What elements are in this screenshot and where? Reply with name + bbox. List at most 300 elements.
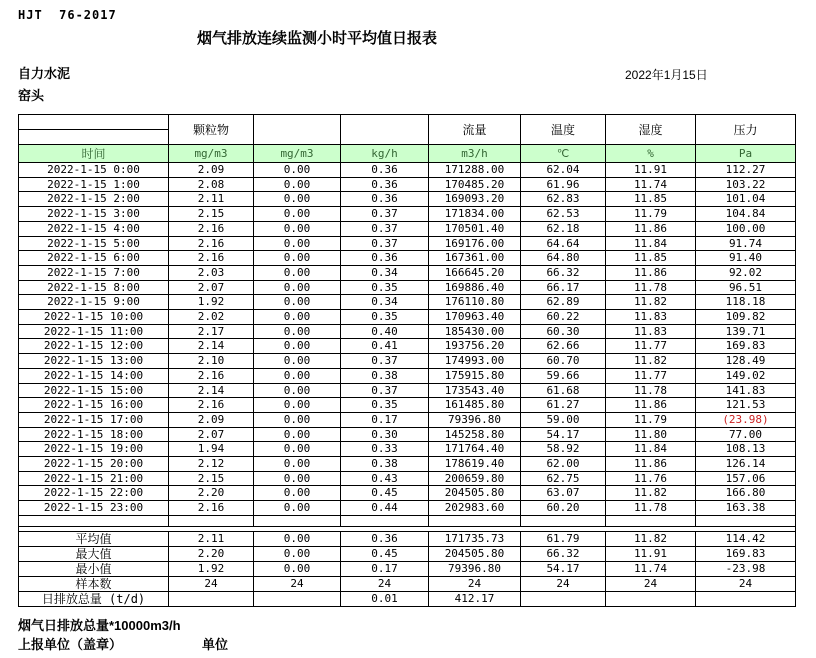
value-cell: 204505.80 — [429, 486, 521, 501]
value-cell: 0.00 — [254, 471, 341, 486]
report-table — [18, 114, 796, 607]
summary-value-cell: 412.17 — [429, 591, 521, 606]
value-cell: 0.37 — [341, 383, 429, 398]
value-cell: 185430.00 — [429, 324, 521, 339]
value-cell: 118.18 — [696, 295, 796, 310]
summary-row — [19, 561, 796, 576]
summary-value-cell: 0.17 — [341, 561, 429, 576]
table-row — [19, 324, 796, 339]
summary-value-cell — [606, 591, 696, 606]
value-cell: 0.00 — [254, 442, 341, 457]
value-cell: 169176.00 — [429, 236, 521, 251]
value-cell: 11.82 — [606, 295, 696, 310]
value-cell: 101.04 — [696, 192, 796, 207]
time-cell: 2022-1-15 16:00 — [19, 398, 169, 413]
summary-value-cell: 11.74 — [606, 561, 696, 576]
summary-value-cell: 169.83 — [696, 546, 796, 561]
time-cell: 2022-1-15 7:00 — [19, 265, 169, 280]
value-cell: 2.07 — [169, 427, 254, 442]
value-cell: 112.27 — [696, 163, 796, 178]
value-cell: 0.00 — [254, 412, 341, 427]
value-cell: 63.07 — [521, 486, 606, 501]
value-cell: 61.68 — [521, 383, 606, 398]
value-cell: 62.04 — [521, 163, 606, 178]
value-cell: 0.36 — [341, 177, 429, 192]
value-cell: 0.40 — [341, 324, 429, 339]
table-row — [19, 471, 796, 486]
summary-value-cell: 1.92 — [169, 561, 254, 576]
summary-row — [19, 576, 796, 591]
value-cell: 2.11 — [169, 192, 254, 207]
value-cell: 171834.00 — [429, 207, 521, 222]
value-cell: 141.83 — [696, 383, 796, 398]
value-cell: 178619.40 — [429, 457, 521, 472]
value-cell: 109.82 — [696, 310, 796, 325]
value-cell: 175915.80 — [429, 368, 521, 383]
summary-value-cell: 66.32 — [521, 546, 606, 561]
empty-cell — [341, 515, 429, 526]
value-cell: 0.00 — [254, 163, 341, 178]
value-cell: 11.86 — [606, 265, 696, 280]
value-cell: 193756.20 — [429, 339, 521, 354]
value-cell: 0.37 — [341, 354, 429, 369]
summary-value-cell: 204505.80 — [429, 546, 521, 561]
value-cell: 169886.40 — [429, 280, 521, 295]
value-cell: 11.83 — [606, 310, 696, 325]
value-cell: 0.00 — [254, 236, 341, 251]
summary-value-cell: 2.11 — [169, 531, 254, 546]
value-cell: 0.36 — [341, 192, 429, 207]
summary-value-cell: 0.00 — [254, 546, 341, 561]
summary-label: 日排放总量 (t/d) — [19, 591, 169, 606]
value-cell: 64.64 — [521, 236, 606, 251]
value-cell: 1.94 — [169, 442, 254, 457]
value-cell: 103.22 — [696, 177, 796, 192]
flow-total-note: 烟气日排放总量*10000m3/h — [18, 618, 181, 633]
value-cell: 61.27 — [521, 398, 606, 413]
value-cell: 166645.20 — [429, 265, 521, 280]
value-cell: 0.35 — [341, 280, 429, 295]
value-cell: 0.36 — [341, 251, 429, 266]
value-cell: 2.14 — [169, 383, 254, 398]
value-cell: 54.17 — [521, 427, 606, 442]
value-cell: 0.35 — [341, 398, 429, 413]
value-cell: 2.14 — [169, 339, 254, 354]
value-cell: 91.74 — [696, 236, 796, 251]
group-header-cell: 压力 — [696, 115, 796, 145]
unit-header-cell: kg/h — [341, 145, 429, 163]
value-cell: 11.78 — [606, 280, 696, 295]
value-cell: 11.82 — [606, 354, 696, 369]
value-cell: 0.44 — [341, 501, 429, 516]
summary-label: 最小值 — [19, 561, 169, 576]
value-cell: 2.08 — [169, 177, 254, 192]
table-row — [19, 368, 796, 383]
value-cell: 91.40 — [696, 251, 796, 266]
value-cell: 66.32 — [521, 265, 606, 280]
empty-cell — [429, 515, 521, 526]
value-cell: 11.91 — [606, 163, 696, 178]
summary-value-cell — [696, 591, 796, 606]
table-row — [19, 457, 796, 472]
value-cell: 11.85 — [606, 192, 696, 207]
value-cell: 0.00 — [254, 251, 341, 266]
reporting-unit-label: 上报单位（盖章） — [18, 637, 123, 652]
summary-label: 平均值 — [19, 531, 169, 546]
time-cell: 2022-1-15 19:00 — [19, 442, 169, 457]
time-cell: 2022-1-15 6:00 — [19, 251, 169, 266]
value-cell: 128.49 — [696, 354, 796, 369]
empty-cell — [169, 515, 254, 526]
value-cell: 0.00 — [254, 221, 341, 236]
value-cell: 62.89 — [521, 295, 606, 310]
value-cell: 0.00 — [254, 383, 341, 398]
value-cell: 170485.20 — [429, 177, 521, 192]
summary-value-cell: 24 — [606, 576, 696, 591]
value-cell: 2.17 — [169, 324, 254, 339]
header-split-top — [19, 115, 168, 130]
time-cell: 2022-1-15 18:00 — [19, 427, 169, 442]
value-cell: 0.00 — [254, 324, 341, 339]
value-cell: 104.84 — [696, 207, 796, 222]
summary-value-cell: 11.91 — [606, 546, 696, 561]
value-cell: 2.15 — [169, 207, 254, 222]
value-cell: 11.85 — [606, 251, 696, 266]
value-cell: 92.02 — [696, 265, 796, 280]
time-cell: 2022-1-15 1:00 — [19, 177, 169, 192]
group-header-cell: 温度 — [521, 115, 606, 145]
value-cell: 0.00 — [254, 354, 341, 369]
value-cell: 2.16 — [169, 236, 254, 251]
value-cell: 161485.80 — [429, 398, 521, 413]
unit-header-cell: m3/h — [429, 145, 521, 163]
value-cell: 58.92 — [521, 442, 606, 457]
value-cell: 11.86 — [606, 221, 696, 236]
value-cell: 126.14 — [696, 457, 796, 472]
value-cell: 100.00 — [696, 221, 796, 236]
time-cell: 2022-1-15 23:00 — [19, 501, 169, 516]
time-cell: 2022-1-15 20:00 — [19, 457, 169, 472]
value-cell: 200659.80 — [429, 471, 521, 486]
table-row — [19, 163, 796, 178]
value-cell: 2.16 — [169, 398, 254, 413]
table-row — [19, 442, 796, 457]
value-cell: 0.00 — [254, 339, 341, 354]
value-cell: 62.75 — [521, 471, 606, 486]
value-cell: 171288.00 — [429, 163, 521, 178]
value-cell: 0.37 — [341, 221, 429, 236]
summary-value-cell — [521, 591, 606, 606]
value-cell: 60.20 — [521, 501, 606, 516]
table-row — [19, 383, 796, 398]
value-cell: 0.38 — [341, 368, 429, 383]
table-row — [19, 177, 796, 192]
time-cell: 2022-1-15 5:00 — [19, 236, 169, 251]
report-date: 2022年1月15日 — [625, 68, 708, 82]
summary-row — [19, 531, 796, 546]
time-cell: 2022-1-15 8:00 — [19, 280, 169, 295]
value-cell: 170963.40 — [429, 310, 521, 325]
time-cell: 2022-1-15 12:00 — [19, 339, 169, 354]
value-cell: 2.02 — [169, 310, 254, 325]
value-cell: 2.16 — [169, 501, 254, 516]
value-cell: 2.16 — [169, 221, 254, 236]
unit-label: 单位 — [202, 637, 229, 652]
value-cell: 64.80 — [521, 251, 606, 266]
value-cell: 0.38 — [341, 457, 429, 472]
summary-value-cell: 24 — [521, 576, 606, 591]
value-cell: 2.07 — [169, 280, 254, 295]
value-cell: 176110.80 — [429, 295, 521, 310]
value-cell: 0.34 — [341, 295, 429, 310]
value-cell: 0.00 — [254, 295, 341, 310]
value-cell: 62.53 — [521, 207, 606, 222]
time-cell: 2022-1-15 17:00 — [19, 412, 169, 427]
summary-value-cell: 24 — [696, 576, 796, 591]
summary-value-cell: 171735.73 — [429, 531, 521, 546]
value-cell: 62.00 — [521, 457, 606, 472]
summary-value-cell: 54.17 — [521, 561, 606, 576]
empty-cell — [521, 515, 606, 526]
summary-value-cell: 114.42 — [696, 531, 796, 546]
value-cell: 11.78 — [606, 501, 696, 516]
company-name: 自力水泥 — [18, 66, 71, 81]
unit-header-row — [19, 145, 796, 163]
value-cell: 60.70 — [521, 354, 606, 369]
value-cell: 139.71 — [696, 324, 796, 339]
value-cell: 59.00 — [521, 412, 606, 427]
value-cell: 66.17 — [521, 280, 606, 295]
group-header-cell: 湿度 — [606, 115, 696, 145]
time-cell: 2022-1-15 3:00 — [19, 207, 169, 222]
table-row — [19, 280, 796, 295]
value-cell: 202983.60 — [429, 501, 521, 516]
value-cell: 2.16 — [169, 251, 254, 266]
value-cell: 0.00 — [254, 207, 341, 222]
summary-value-cell: 24 — [254, 576, 341, 591]
value-cell: 2.15 — [169, 471, 254, 486]
summary-value-cell: 2.20 — [169, 546, 254, 561]
summary-value-cell: 0.00 — [254, 561, 341, 576]
station-name: 窑头 — [18, 88, 45, 103]
value-cell: 0.00 — [254, 501, 341, 516]
time-header-cell: 时间 — [19, 145, 169, 163]
summary-label: 最大值 — [19, 546, 169, 561]
group-header-row — [19, 115, 796, 145]
value-cell: 166.80 — [696, 486, 796, 501]
empty-row — [19, 515, 796, 526]
unit-header-cell: % — [606, 145, 696, 163]
summary-value-cell: 0.01 — [341, 591, 429, 606]
table-row — [19, 427, 796, 442]
value-cell: 0.00 — [254, 368, 341, 383]
time-cell: 2022-1-15 0:00 — [19, 163, 169, 178]
table-row — [19, 398, 796, 413]
table-row — [19, 265, 796, 280]
value-cell: 0.37 — [341, 236, 429, 251]
value-cell: 163.38 — [696, 501, 796, 516]
time-cell: 2022-1-15 9:00 — [19, 295, 169, 310]
value-cell: 0.00 — [254, 486, 341, 501]
summary-value-cell: 0.45 — [341, 546, 429, 561]
table-row — [19, 354, 796, 369]
value-cell: 79396.80 — [429, 412, 521, 427]
value-cell: 2.03 — [169, 265, 254, 280]
empty-cell — [696, 515, 796, 526]
value-cell: 60.22 — [521, 310, 606, 325]
summary-value-cell — [254, 591, 341, 606]
summary-value-cell: 0.00 — [254, 531, 341, 546]
summary-value-cell — [169, 591, 254, 606]
summary-value-cell: 24 — [169, 576, 254, 591]
table-row — [19, 251, 796, 266]
value-cell: 167361.00 — [429, 251, 521, 266]
value-cell: 0.37 — [341, 207, 429, 222]
value-cell: (23.98) — [696, 412, 796, 427]
value-cell: 2.16 — [169, 368, 254, 383]
group-header-cell: 颗粒物 — [169, 115, 254, 145]
time-cell: 2022-1-15 14:00 — [19, 368, 169, 383]
unit-header-cell: mg/m3 — [254, 145, 341, 163]
value-cell: 62.18 — [521, 221, 606, 236]
standard-code-label: HJT 76-2017 — [18, 8, 117, 22]
value-cell: 169.83 — [696, 339, 796, 354]
value-cell: 157.06 — [696, 471, 796, 486]
value-cell: 0.00 — [254, 177, 341, 192]
table-row — [19, 501, 796, 516]
value-cell: 11.76 — [606, 471, 696, 486]
value-cell: 0.45 — [341, 486, 429, 501]
time-cell: 2022-1-15 15:00 — [19, 383, 169, 398]
value-cell: 0.34 — [341, 265, 429, 280]
value-cell: 108.13 — [696, 442, 796, 457]
summary-row — [19, 591, 796, 606]
value-cell: 121.53 — [696, 398, 796, 413]
value-cell: 11.82 — [606, 486, 696, 501]
value-cell: 2.09 — [169, 412, 254, 427]
page-title: 烟气排放连续监测小时平均值日报表 — [196, 30, 437, 47]
value-cell: 0.00 — [254, 310, 341, 325]
value-cell: 77.00 — [696, 427, 796, 442]
header-split-cell — [19, 115, 169, 145]
group-header-cell — [341, 115, 429, 145]
value-cell: 11.84 — [606, 442, 696, 457]
summary-value-cell: 24 — [429, 576, 521, 591]
value-cell: 11.80 — [606, 427, 696, 442]
value-cell: 11.79 — [606, 207, 696, 222]
value-cell: 2.20 — [169, 486, 254, 501]
table-row — [19, 412, 796, 427]
summary-value-cell: 61.79 — [521, 531, 606, 546]
value-cell: 0.35 — [341, 310, 429, 325]
value-cell: 2.12 — [169, 457, 254, 472]
value-cell: 11.77 — [606, 339, 696, 354]
table-row — [19, 339, 796, 354]
value-cell: 0.00 — [254, 427, 341, 442]
table-row — [19, 295, 796, 310]
value-cell: 11.78 — [606, 383, 696, 398]
summary-value-cell: 24 — [341, 576, 429, 591]
value-cell: 0.00 — [254, 457, 341, 472]
value-cell: 0.33 — [341, 442, 429, 457]
value-cell: 61.96 — [521, 177, 606, 192]
value-cell: 173543.40 — [429, 383, 521, 398]
summary-value-cell: 0.36 — [341, 531, 429, 546]
value-cell: 174993.00 — [429, 354, 521, 369]
time-cell: 2022-1-15 4:00 — [19, 221, 169, 236]
value-cell: 2.10 — [169, 354, 254, 369]
value-cell: 11.74 — [606, 177, 696, 192]
value-cell: 0.30 — [341, 427, 429, 442]
unit-header-cell: Pa — [696, 145, 796, 163]
summary-value-cell: -23.98 — [696, 561, 796, 576]
summary-label: 样本数 — [19, 576, 169, 591]
value-cell: 62.83 — [521, 192, 606, 207]
unit-header-cell: ℃ — [521, 145, 606, 163]
value-cell: 149.02 — [696, 368, 796, 383]
value-cell: 0.00 — [254, 265, 341, 280]
value-cell: 0.00 — [254, 398, 341, 413]
empty-cell — [606, 515, 696, 526]
value-cell: 0.17 — [341, 412, 429, 427]
value-cell: 11.83 — [606, 324, 696, 339]
summary-value-cell: 79396.80 — [429, 561, 521, 576]
value-cell: 62.66 — [521, 339, 606, 354]
time-cell: 2022-1-15 22:00 — [19, 486, 169, 501]
time-cell: 2022-1-15 2:00 — [19, 192, 169, 207]
summary-row — [19, 546, 796, 561]
value-cell: 0.43 — [341, 471, 429, 486]
group-header-cell — [254, 115, 341, 145]
empty-cell — [19, 515, 169, 526]
empty-cell — [254, 515, 341, 526]
value-cell: 11.86 — [606, 398, 696, 413]
hourly-rows — [19, 163, 796, 607]
value-cell: 60.30 — [521, 324, 606, 339]
time-cell: 2022-1-15 21:00 — [19, 471, 169, 486]
value-cell: 11.86 — [606, 457, 696, 472]
value-cell: 169093.20 — [429, 192, 521, 207]
time-cell: 2022-1-15 13:00 — [19, 354, 169, 369]
value-cell: 171764.40 — [429, 442, 521, 457]
table-row — [19, 486, 796, 501]
unit-header-cell: mg/m3 — [169, 145, 254, 163]
value-cell: 11.84 — [606, 236, 696, 251]
summary-value-cell: 11.82 — [606, 531, 696, 546]
value-cell: 145258.80 — [429, 427, 521, 442]
table-row — [19, 192, 796, 207]
group-header-cell: 流量 — [429, 115, 521, 145]
time-cell: 2022-1-15 10:00 — [19, 310, 169, 325]
time-cell: 2022-1-15 11:00 — [19, 324, 169, 339]
table-row — [19, 221, 796, 236]
table-row — [19, 207, 796, 222]
value-cell: 0.41 — [341, 339, 429, 354]
value-cell: 11.79 — [606, 412, 696, 427]
value-cell: 59.66 — [521, 368, 606, 383]
value-cell: 1.92 — [169, 295, 254, 310]
value-cell: 0.36 — [341, 163, 429, 178]
table-row — [19, 310, 796, 325]
value-cell: 170501.40 — [429, 221, 521, 236]
header-split-bottom — [19, 130, 168, 144]
value-cell: 0.00 — [254, 192, 341, 207]
value-cell: 2.09 — [169, 163, 254, 178]
value-cell: 0.00 — [254, 280, 341, 295]
value-cell: 11.77 — [606, 368, 696, 383]
value-cell: 96.51 — [696, 280, 796, 295]
table-row — [19, 236, 796, 251]
